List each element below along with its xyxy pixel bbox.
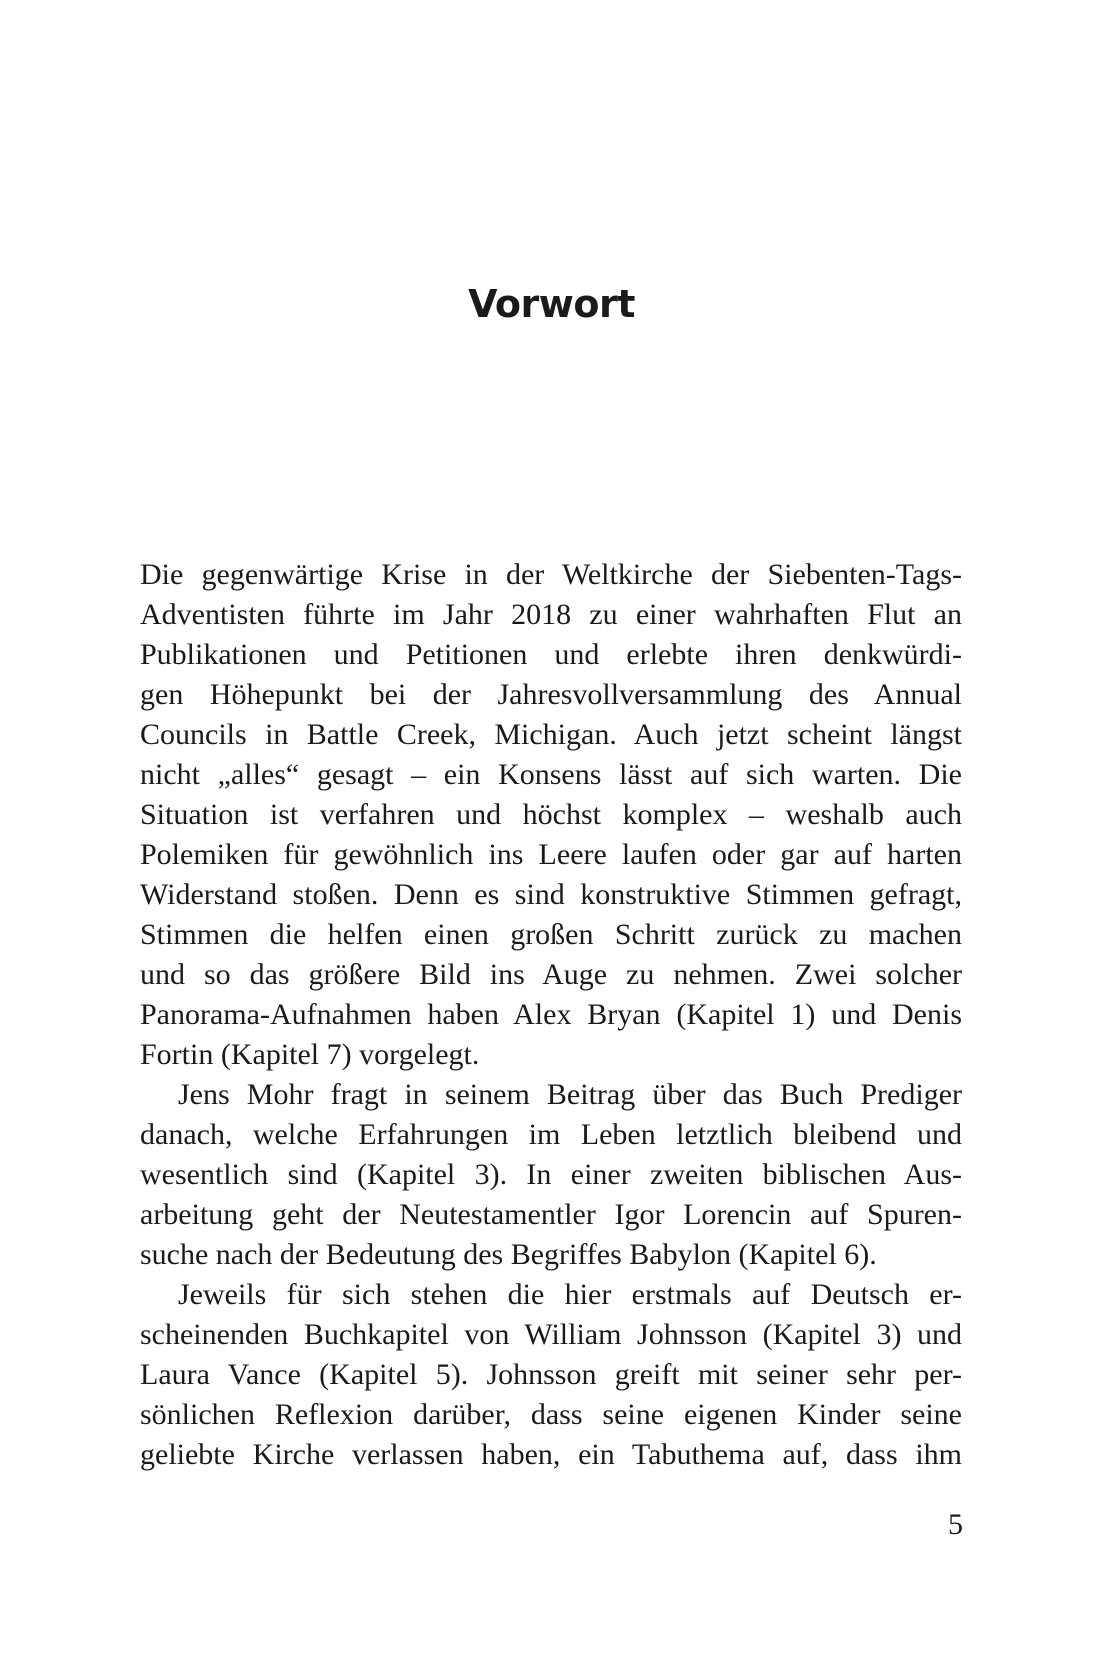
- text-line: Widerstand stoßen. Denn es sind konstruktive Stimmen gefragt,: [140, 878, 962, 911]
- paragraph-2: [140, 1075, 962, 1275]
- text-line: suche nach der Bedeutung des Begriffes Babylon (Kapitel 6).: [140, 1238, 877, 1271]
- text-line: sönlichen Reflexion darüber, dass seine eigenen Kinder seine: [140, 1398, 962, 1431]
- text-line: wesentlich sind (Kapitel 3). In einer zweiten biblischen Aus-: [140, 1158, 962, 1191]
- text-line: Jeweils für sich stehen die hier erstmals auf Deutsch er-: [178, 1278, 962, 1311]
- text-line: scheinenden Buchkapitel von William Johnsson (Kapitel 3) und: [140, 1318, 962, 1351]
- text-line: Adventisten führte im Jahr 2018 zu einer wahrhaften Flut an: [140, 598, 962, 631]
- text-line: Polemiken für gewöhnlich ins Leere laufen oder gar auf harten: [140, 838, 962, 871]
- text-line: Stimmen die helfen einen großen Schritt zurück zu machen: [140, 918, 962, 951]
- text-line: nicht „alles“ gesagt – ein Konsens lässt auf sich warten. Die: [140, 758, 962, 791]
- text-line: gen Höhepunkt bei der Jahresvollversammlung des Annual: [140, 678, 962, 711]
- text-line: Jens Mohr fragt in seinem Beitrag über das Buch Prediger: [178, 1078, 962, 1111]
- text-line: Panorama-Aufnahmen haben Alex Bryan (Kapitel 1) und Denis: [140, 998, 962, 1031]
- text-line: Fortin (Kapitel 7) vorgelegt.: [140, 1038, 480, 1071]
- text-line: und so das größere Bild ins Auge zu nehmen. Zwei solcher: [140, 958, 962, 991]
- text-line: Councils in Battle Creek, Michigan. Auch jetzt scheint längst: [140, 718, 962, 751]
- text-line: Situation ist verfahren und höchst komplex – weshalb auch: [140, 798, 962, 831]
- page-number: 5: [948, 1508, 963, 1541]
- paragraph-1: [140, 555, 962, 1075]
- chapter-title: Vorwort: [468, 282, 635, 326]
- text-line: geliebte Kirche verlassen haben, ein Tabuthema auf, dass ihm: [140, 1438, 962, 1471]
- paragraph-3: [140, 1275, 962, 1475]
- text-line: danach, welche Erfahrungen im Leben letztlich bleibend und: [140, 1118, 962, 1151]
- text-line: Publikationen und Petitionen und erlebte ihren denkwürdi-: [140, 638, 962, 671]
- body-text: [140, 555, 962, 1475]
- text-line: Laura Vance (Kapitel 5). Johnsson greift mit seiner sehr per-: [140, 1358, 962, 1391]
- text-line: Die gegenwärtige Krise in der Weltkirche der Siebenten-Tags-: [140, 558, 962, 591]
- text-line: arbeitung geht der Neutestamentler Igor Lorencin auf Spuren-: [140, 1198, 962, 1231]
